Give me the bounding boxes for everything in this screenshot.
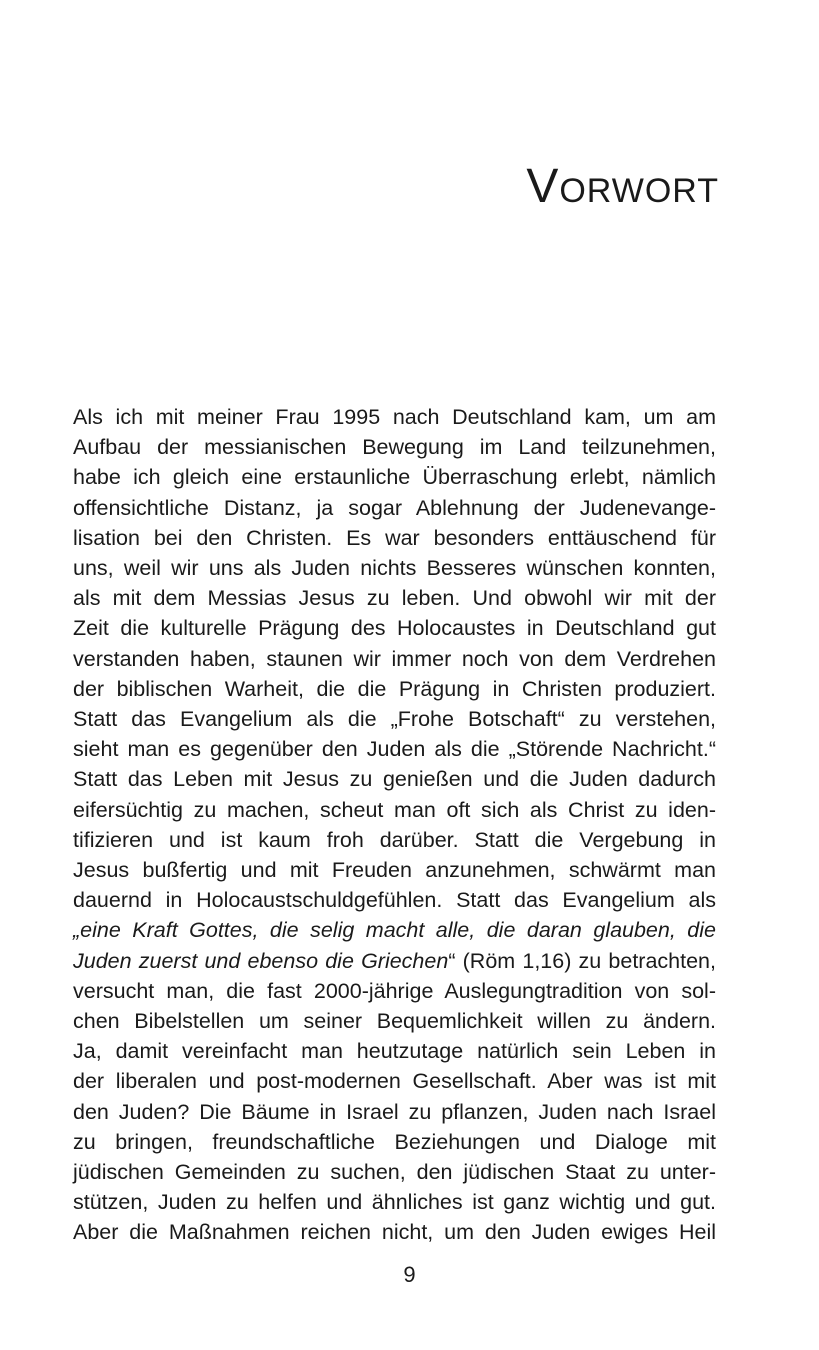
- text-line: [73, 1097, 716, 1127]
- text-line: [73, 885, 716, 915]
- text-segment: dauernd in Holocaustschuldgefühlen. Statt das Evangelium als: [73, 888, 716, 913]
- text-segment: Statt das Evangelium als die „Frohe Botschaft“ zu verstehen,: [73, 707, 716, 732]
- text-segment: Zeit die kulturelle Prägung des Holocaustes in Deutschland gut: [73, 616, 716, 641]
- italic-quote: „eine Kraft Gottes, die selig macht alle, die daran glauben, die: [73, 918, 716, 943]
- body-text: [73, 402, 716, 1248]
- text-line: [73, 1066, 716, 1096]
- text-line: [73, 493, 716, 523]
- page-number: 9: [403, 1262, 416, 1287]
- text-line: [73, 795, 716, 825]
- text-segment: stützen, Juden zu helfen und ähnliches ist ganz wichtig und gut.: [73, 1190, 716, 1215]
- text-segment: eifersüchtig zu machen, scheut man oft sich als Christ zu iden-: [73, 797, 716, 822]
- text-segment: uns, weil wir uns als Juden nichts Besseres wünschen konnten,: [73, 556, 716, 581]
- text-line: [73, 1006, 716, 1036]
- text-line: [73, 1036, 716, 1066]
- text-line: [73, 704, 716, 734]
- text-line: [73, 402, 716, 432]
- text-segment: chen Bibelstellen um seiner Bequemlichkeit willen zu ändern.: [73, 1009, 716, 1034]
- text-segment: Statt das Leben mit Jesus zu genießen und die Juden dadurch: [73, 767, 716, 792]
- text-line: [73, 825, 716, 855]
- text-segment: Ja, damit vereinfacht man heutzutage natürlich sein Leben in: [73, 1039, 716, 1064]
- text-segment: offensichtliche Distanz, ja sogar Ablehnung der Judenevange-: [73, 495, 716, 520]
- text-segment: als mit dem Messias Jesus zu leben. Und obwohl wir mit der: [73, 586, 716, 611]
- text-line: [73, 462, 716, 492]
- text-line: [73, 583, 716, 613]
- text-segment: Aufbau der messianischen Bewegung im Land teilzunehmen,: [73, 435, 716, 460]
- text-line: [73, 946, 716, 976]
- text-line: [73, 1187, 716, 1217]
- text-line: [73, 855, 716, 885]
- text-line: [73, 1157, 716, 1187]
- text-segment: “ (Röm 1,16) zu betrachten,: [448, 948, 716, 973]
- text-segment: jüdischen Gemeinden zu suchen, den jüdischen Staat zu unter-: [73, 1160, 716, 1185]
- text-line: [73, 674, 716, 704]
- text-line: [73, 976, 716, 1006]
- text-line: [73, 764, 716, 794]
- italic-quote: Juden zuerst und ebenso die Griechen: [73, 948, 449, 973]
- text-line: [73, 613, 716, 643]
- text-segment: der biblischen Warheit, die die Prägung in Christen produziert.: [73, 676, 716, 701]
- text-line: [73, 734, 716, 764]
- text-line: [73, 432, 716, 462]
- text-segment: verstanden haben, staunen wir immer noch von dem Verdrehen: [73, 646, 716, 671]
- text-line: [73, 644, 716, 674]
- text-segment: Jesus bußfertig und mit Freuden anzunehmen, schwärmt man: [73, 858, 716, 883]
- text-line: [73, 523, 716, 553]
- text-segment: tifizieren und ist kaum froh darüber. Statt die Vergebung in: [73, 827, 716, 852]
- text-segment: Als ich mit meiner Frau 1995 nach Deutschland kam, um am: [73, 405, 716, 429]
- text-segment: habe ich gleich eine erstaunliche Überraschung erlebt, nämlich: [73, 465, 716, 490]
- text-segment: sieht man es gegenüber den Juden als die „Störende Nachricht.“: [73, 737, 716, 762]
- text-segment: lisation bei den Christen. Es war besonders enttäuschend für: [73, 525, 716, 550]
- text-line: [73, 915, 716, 945]
- text-line: [73, 1217, 716, 1247]
- text-segment: zu bringen, freundschaftliche Beziehungen und Dialoge mit: [73, 1129, 716, 1154]
- text-segment: den Juden? Die Bäume in Israel zu pflanzen, Juden nach Israel: [73, 1099, 716, 1124]
- page-title: Vorwort: [526, 160, 719, 213]
- text-segment: versucht man, die fast 2000-jährige Auslegungtradition von sol-: [73, 978, 716, 1003]
- text-line: [73, 1127, 716, 1157]
- text-line: [73, 553, 716, 583]
- text-segment: der liberalen und post-modernen Gesellschaft. Aber was ist mit: [73, 1069, 716, 1094]
- text-segment: Aber die Maßnahmen reichen nicht, um den Juden ewiges Heil: [73, 1220, 716, 1245]
